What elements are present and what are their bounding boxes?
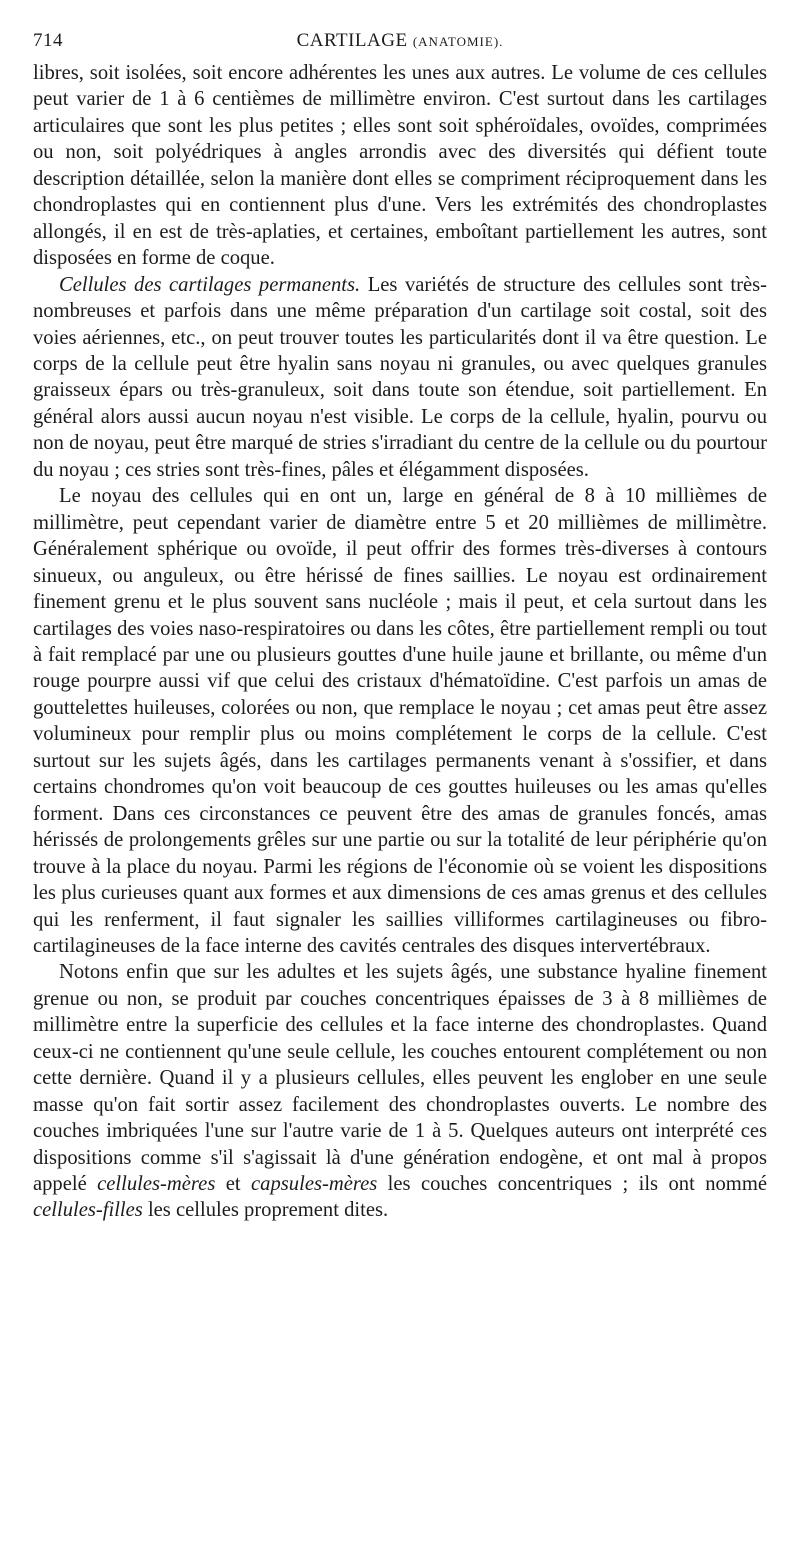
paragraph-text: les cellules proprement dites. [142,1199,389,1222]
paragraph-text: libres, soit isolées, soit encore adhérentes les unes aux autres. Le volume de ces cellules peut varier de 1 à 6 centièmes de millimètre environ. C'est surtout dans les cartilages articulaires que sont les plus petites ; elles sont soit sphéroïdales, ovoïdes, comprimées ou non, soit polyédriques à angles arrondis avec des diversités qui défient toute description détaillée, selon la manière dont elles se compriment réciproquement dans les chondroplastes qui en contiennent plus d'une. Vers les extrémités des chondroplastes allongés, il en est de très-aplaties, et certaines, emboîtant partiellement les autres, sont disposées en forme de coque. [33,62,767,270]
paragraph-2 [33,272,767,484]
italic-term: cellules-mères [97,1173,216,1196]
document-page [33,30,767,1224]
paragraph-text: Notons enfin que sur les adultes et les sujets âgés, une substance hyaline finement grenue ou non, se produit par couches concentriques épaisses de 3 à 8 millièmes de millimètre entre la superficie des cellules et la face interne des chondroplastes. Quand ceux-ci ne contiennent qu'une seule cellule, les couches entourent complétement ou non cette dernière. Quand il y a plusieurs cellules, elles peuvent les englober en une seule masse qu'on fait sortir assez facilement des chondroplastes ouverts. Le nombre des couches imbriquées l'une sur l'autre varie de 1 à 5. Quelques auteurs ont interprété ces dispositions comme s'il s'agissait là d'une génération endogène, et ont mal à propos appelé [33,961,767,1196]
title-subject: (ANATOMIE). [412,34,504,49]
paragraph-text: et [215,1173,252,1196]
paragraph-text: les couches concentriques ; ils ont nommé [377,1173,767,1196]
paragraph-text: Les variétés de structure des cellules sont très-nombreuses et parfois dans une même préparation d'un cartilage soit costal, soit des voies aériennes, etc., on peut trouver toutes les particularités dont il va être question. Le corps de la cellule peut être hyalin sans noyau ni granules, ou avec quelques granules graisseux épars ou très-granuleux, soit dans toute son étendue, soit partiellement. En général alors aussi aucun noyau n'est visible. Le corps de la cellule, hyalin, pourvu ou non de noyau, peut être marqué de stries s'irradiant du centre de la cellule ou du pourtour du noyau ; ces stries sont très-fines, pâles et élégamment disposées. [33,273,767,481]
section-heading-cellules-permanents: Cellules des cartilages permanents. [59,273,361,296]
paragraph-4 [33,959,767,1224]
page-title [33,30,767,52]
paragraph-text: Le noyau des cellules qui en ont un, large en général de 8 à 10 millièmes de millimètre, peut cependant varier de diamètre entre 5 et 20 millièmes de millimètre. Généralement sphérique ou ovoïde, il peut offrir des formes très-diverses à contours sinueux, ou anguleux, ou être hérissé de fines saillies. Le noyau est ordinairement finement grenu et le plus souvent sans nucléole ; mais il peut, et cela surtout dans les cartilages des voies naso-respiratoires ou dans les côtes, être partiellement rempli ou tout à fait remplacé par une ou plusieurs gouttes d'une huile jaune et brillante, ou même d'un rouge pourpre aussi vif que celui des cristaux d'hématoïdine. C'est parfois un amas de gouttelettes huileuses, colorées ou non, que remplace le noyau ; cet amas peut être assez volumineux pour remplir plus ou moins complétement le corps de la cellule. C'est surtout sur les sujets âgés, dans les cartilages permanents venant à s'ossifier, et dans certains chondromes qu'on voit beaucoup de ces gouttes huileuses ou les amas qu'elles forment. Dans ces circonstances ce peuvent être des amas de granules foncés, amas hérissés de prolongements grêles sur une partie ou sur la totalité de leur périphérie qu'on trouve à la place du noyau. Parmi les régions de l'économie où se voient les dispositions les plus curieuses quant aux formes et aux dimensions de ces amas grenus et des cellules qui les renferment, il faut signaler les saillies villiformes cartilagineuses ou fibro-cartilagineuses de la face interne des cavités centrales des disques intervertébraux. [33,485,767,957]
page-number: 714 [33,30,63,51]
title-main: CARTILAGE [296,30,408,51]
paragraph-3 [33,483,767,959]
running-head [33,30,767,60]
body-text [33,60,767,1224]
italic-term: capsules-mères [251,1173,378,1196]
italic-term: cellules-filles [33,1199,143,1222]
paragraph-1 [33,60,767,272]
